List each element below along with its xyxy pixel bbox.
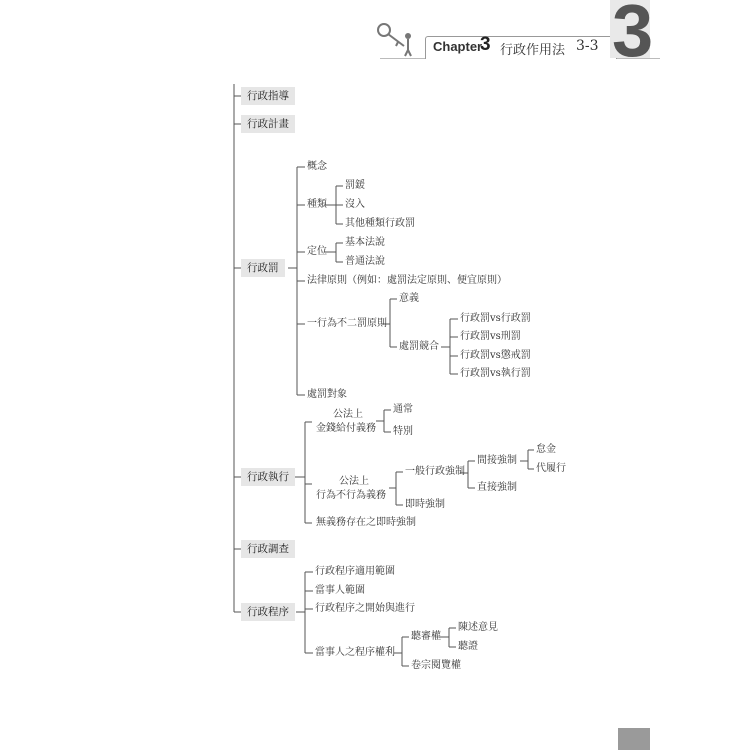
node-general-coercion: 一般行政強制 [405,466,465,477]
node-indirect-coercion: 間接強制 [477,455,517,466]
node-concurrence-1: 行政罰vs行政罰 [460,313,531,324]
node-direct-coercion: 直接強制 [477,482,517,493]
node-position-basic-law: 基本法說 [345,237,385,248]
node-administrative-execution: 行政執行 [241,468,295,486]
page-corner-tab [618,728,650,750]
node-money-duty-line2: 金錢給付義務 [316,423,376,434]
node-substitute-performance: 代履行 [536,463,566,474]
node-concurrence-2: 行政罰vs刑罰 [460,331,521,342]
node-money-special: 特別 [393,426,413,437]
node-administrative-guidance: 行政指導 [241,87,295,105]
chapter-title: 行政作用法 [500,43,566,58]
node-penalty-types: 種類 [307,199,327,210]
node-statement: 陳述意見 [458,622,498,633]
chapter-label: Chapter [433,39,483,54]
node-hearing: 聽證 [458,641,478,652]
node-money-ordinary: 通常 [393,404,413,415]
node-penalty-concurrence: 處罰競合 [399,341,439,352]
node-act-duty-line2: 行為不行為義務 [316,490,386,501]
node-coercive-fine: 怠金 [536,444,556,455]
node-concurrence-3: 行政罰vs懲戒罰 [460,350,531,361]
node-position-ordinary-law: 普通法說 [345,256,385,267]
node-party-rights: 當事人之程序權利 [315,647,395,658]
node-one-act-principle: 一行為不二罰原則 [307,318,387,329]
node-type-confiscation: 沒入 [345,199,365,210]
node-penalty-position: 定位 [307,246,327,257]
node-party-scope: 當事人範圍 [315,585,365,596]
node-immediate-coercion: 即時強制 [405,499,445,510]
node-penalty-target: 處罰對象 [307,389,347,400]
node-administrative-investigation: 行政調查 [241,540,295,558]
big-chapter-number: 3 [612,0,654,72]
node-penalty-concept: 概念 [307,161,327,172]
node-file-access: 卷宗閱覽權 [411,660,461,671]
page-number: 3-3 [576,38,599,54]
node-right-to-be-heard: 聽審權 [411,631,441,642]
node-act-duty-line1: 公法上 [339,476,369,487]
node-one-act-meaning: 意義 [399,293,419,304]
node-money-duty-line1: 公法上 [333,409,363,420]
chapter-number: 3 [480,34,491,55]
node-administrative-penalty: 行政罰 [241,259,285,277]
node-type-other: 其他種類行政罰 [345,218,415,229]
node-no-duty-immediate: 無義務存在之即時強制 [316,517,416,528]
node-procedure-start: 行政程序之開始與進行 [315,603,415,614]
node-type-fine: 罰鍰 [345,180,365,191]
node-concurrence-4: 行政罰vs執行罰 [460,368,531,379]
node-administrative-procedure: 行政程序 [241,603,295,621]
node-administrative-plan: 行政計畫 [241,115,295,133]
node-procedure-scope: 行政程序適用範圍 [315,566,395,577]
node-penalty-legal-principles: 法律原則（例如：處罰法定原則、便宜原則） [307,275,507,286]
